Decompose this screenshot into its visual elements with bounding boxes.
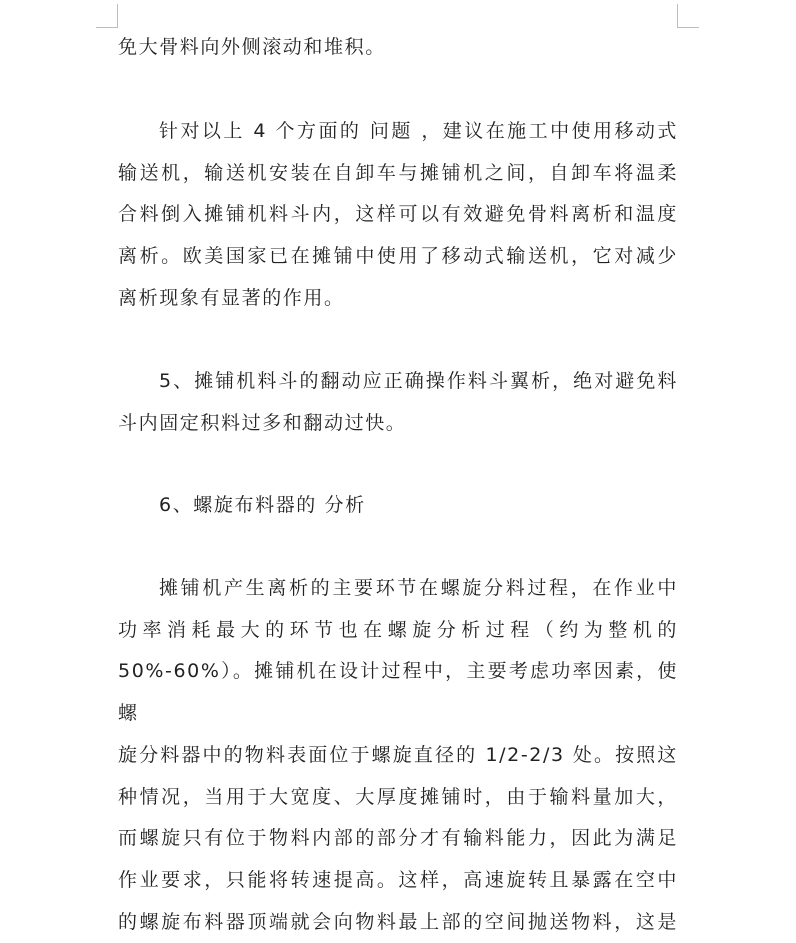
paragraph-item-5 [118,361,678,444]
corner-mark-top-left-vertical [117,4,118,28]
text-line: 免大骨料向外侧滚动和堆积。 [118,36,386,58]
text-line: 种情况，当用于大宽度、大厚度摊铺时，由于输料量加大， [118,785,678,808]
text-line: 6、螺旋布料器的 分析 [159,494,366,516]
corner-mark-top-right-horizontal [677,27,699,28]
paragraph-recommendation [118,111,678,320]
text-line: 离析现象有显著的作用。 [118,286,345,309]
text-line: 而螺旋只有位于物料内部的部分才有输料能力，因此为满足 [118,827,678,850]
text-line: 针对以上 4 个方面的 问题 ，建议在施工中使用移动式 [159,120,678,142]
text-line: 合料倒入摊铺机料斗内，这样可以有效避免骨料离析和温度 [118,203,678,226]
corner-mark-top-right-vertical [677,4,678,28]
corner-mark-top-left-horizontal [96,27,118,28]
text-line: 作业要求，只能将转速提高。这样，高速旋转且暴露在空中 [118,868,678,891]
text-line: 输送机，输送机安装在自卸车与摊铺机之间，自卸车将温柔 [118,161,678,184]
text-line: 50%-60%）。摊铺机在设计过程中，主要考虑功率因素，使螺 [118,660,678,725]
paragraph-continuation [118,27,678,69]
text-line: 功率消耗最大的环节也在螺旋分析过程（约为整机的 [118,618,678,641]
text-line: 离析。欧美国家已在摊铺中使用了移动式输送机，它对减少 [118,245,678,268]
text-line: 旋分料器中的物料表面位于螺旋直径的 1/2-2/3 处。按照这 [118,743,678,766]
section-heading-6 [118,485,678,527]
paragraph-spiral-analysis [118,568,678,943]
text-line: 的螺旋布料器顶端就会向物料最上部的空间抛送物料，这是 [118,910,678,933]
text-line: 5、摊铺机料斗的翻动应正确操作料斗翼析，绝对避免料 [159,370,678,392]
text-line: 斗内固定积料过多和翻动过快。 [118,411,407,434]
text-line: 摊铺机产生离析的主要环节在螺旋分料过程，在作业中 [159,577,678,599]
